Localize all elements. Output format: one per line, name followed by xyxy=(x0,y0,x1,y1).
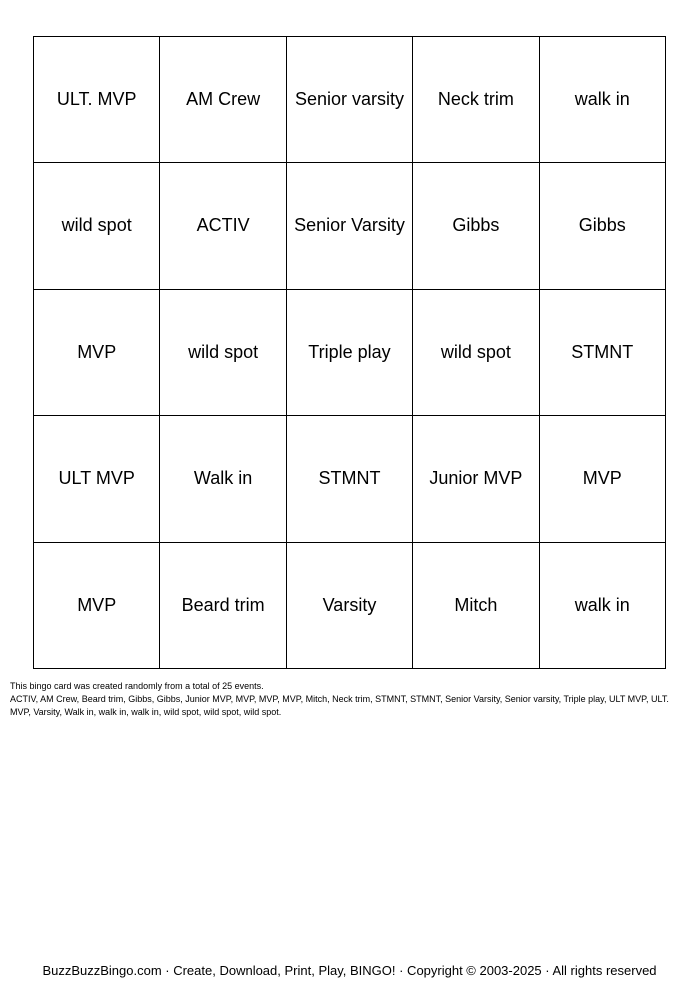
bingo-cell: Varsity xyxy=(287,543,413,669)
bingo-cell: walk in xyxy=(540,543,666,669)
bingo-cell: STMNT xyxy=(540,290,666,416)
bingo-cell: ULT. MVP xyxy=(34,37,160,163)
page-footer: BuzzBuzzBingo.com · Create, Download, Print, Play, BINGO! · Copyright © 2003-2025 · All rights reserved xyxy=(42,963,657,978)
bingo-cell: Mitch xyxy=(413,543,539,669)
bingo-cell: Junior MVP xyxy=(413,416,539,542)
bingo-cell: MVP xyxy=(34,290,160,416)
card-info xyxy=(10,680,690,719)
bingo-cell: Senior varsity xyxy=(287,37,413,163)
bingo-cell: Triple play xyxy=(287,290,413,416)
bingo-cell: Senior Varsity xyxy=(287,163,413,289)
bingo-cell: Gibbs xyxy=(540,163,666,289)
bingo-cell: walk in xyxy=(540,37,666,163)
bingo-cell: wild spot xyxy=(34,163,160,289)
bingo-cell: AM Crew xyxy=(160,37,286,163)
bingo-cell: Neck trim xyxy=(413,37,539,163)
bingo-cell: ULT MVP xyxy=(34,416,160,542)
events-list: ACTIV, AM Crew, Beard trim, Gibbs, Gibbs, Junior MVP, MVP, MVP, MVP, Mitch, Neck trim, STMNT, STMNT, Senior Varsity, Senior varsity, Triple play, ULT MVP, ULT. MVP, Varsity, Walk in, walk in, walk in, wild spot, wild spot, wild spot. xyxy=(10,694,669,717)
bingo-cell: Walk in xyxy=(160,416,286,542)
bingo-cell: wild spot xyxy=(413,290,539,416)
bingo-cell: MVP xyxy=(34,543,160,669)
card-summary: This bingo card was created randomly from a total of 25 events. xyxy=(10,681,264,691)
bingo-cell: Gibbs xyxy=(413,163,539,289)
bingo-card-grid xyxy=(33,36,666,669)
bingo-cell: MVP xyxy=(540,416,666,542)
bingo-cell: STMNT xyxy=(287,416,413,542)
bingo-cell: wild spot xyxy=(160,290,286,416)
bingo-cell: ACTIV xyxy=(160,163,286,289)
bingo-cell: Beard trim xyxy=(160,543,286,669)
